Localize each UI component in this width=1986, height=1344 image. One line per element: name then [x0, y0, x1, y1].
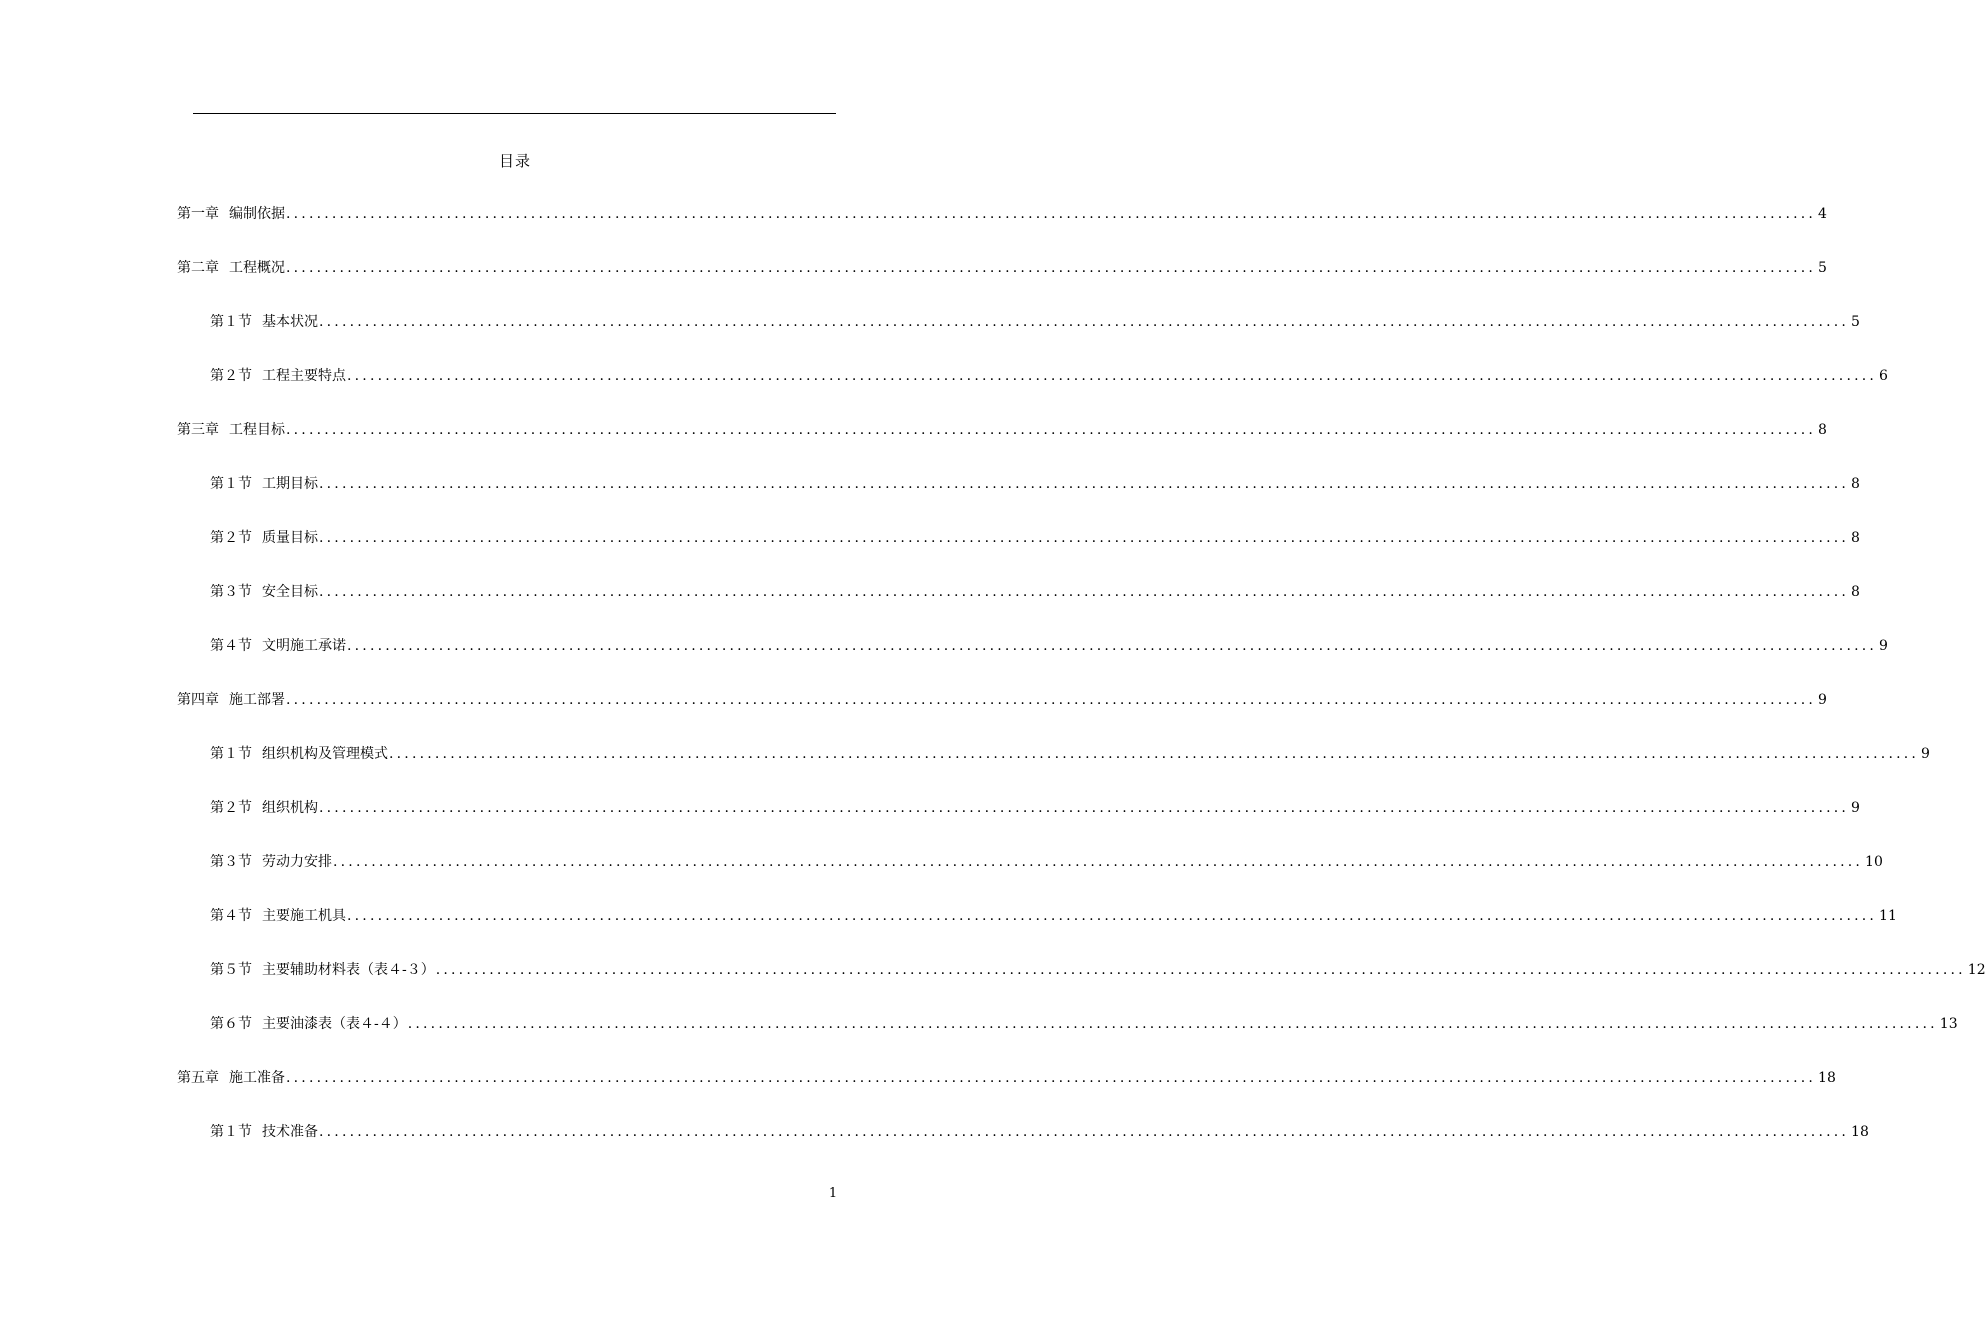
toc-dot-leader: ........................................................................................................................................................................................................	[347, 638, 1878, 654]
toc-entry-page: 9	[1921, 746, 1930, 762]
toc-entry-number: 第４节	[210, 638, 252, 654]
toc-entry-number: 第１节	[210, 1124, 252, 1140]
toc-section-entry[interactable]	[210, 959, 1986, 981]
toc-dot-leader: ........................................................................................................................................................................................................	[389, 746, 1920, 762]
toc-entry-page: 4	[1818, 206, 1827, 222]
toc-section-entry[interactable]	[210, 797, 1860, 819]
toc-entry-title: 工期目标	[262, 476, 318, 492]
toc-entry-title: 基本状况	[262, 314, 318, 330]
toc-entry-page: 8	[1851, 584, 1860, 600]
toc-entry-number: 第五章	[177, 1070, 219, 1086]
toc-entry-page: 9	[1879, 638, 1888, 654]
toc-entry-title: 安全目标	[262, 584, 318, 600]
toc-section-entry[interactable]	[210, 365, 1888, 387]
toc-entry-title: 文明施工承诺	[262, 638, 346, 654]
toc-chapter-entry[interactable]	[177, 1067, 1836, 1089]
toc-dot-leader: ........................................................................................................................................................................................................	[435, 962, 1966, 978]
toc-entry-title: 主要油漆表（表４-４）	[262, 1016, 407, 1032]
toc-dot-leader: ........................................................................................................................................................................................................	[286, 422, 1817, 438]
toc-entry-title: 编制依据	[229, 206, 285, 222]
toc-entry-number: 第一章	[177, 206, 219, 222]
toc-dot-leader: ........................................................................................................................................................................................................	[286, 206, 1817, 222]
toc-entry-page: 13	[1939, 1016, 1958, 1032]
page-number: 1	[828, 1186, 838, 1201]
toc-chapter-entry[interactable]	[177, 203, 1827, 225]
toc-entry-title: 技术准备	[262, 1124, 318, 1140]
toc-section-entry[interactable]	[210, 527, 1860, 549]
toc-dot-leader: ........................................................................................................................................................................................................	[286, 1070, 1817, 1086]
toc-entry-number: 第３节	[210, 854, 252, 870]
toc-entry-number: 第４节	[210, 908, 252, 924]
toc-entry-page: 8	[1851, 530, 1860, 546]
toc-dot-leader: ........................................................................................................................................................................................................	[319, 584, 1850, 600]
toc-entry-number: 第２节	[210, 800, 252, 816]
toc-chapter-entry[interactable]	[177, 419, 1827, 441]
toc-section-entry[interactable]	[210, 905, 1897, 927]
toc-entry-title: 劳动力安排	[262, 854, 332, 870]
toc-entry-page: 18	[1851, 1124, 1869, 1140]
toc-chapter-entry[interactable]	[177, 257, 1827, 279]
toc-entry-title: 施工部署	[229, 692, 285, 708]
toc-entry-page: 5	[1818, 260, 1827, 276]
toc-entry-number: 第２节	[210, 368, 252, 384]
toc-entry-page: 8	[1851, 476, 1860, 492]
toc-entry-page: 6	[1879, 368, 1888, 384]
toc-entry-page: 12	[1967, 962, 1986, 978]
toc-section-entry[interactable]	[210, 635, 1888, 657]
toc-entry-title: 施工准备	[229, 1070, 285, 1086]
toc-dot-leader: ........................................................................................................................................................................................................	[347, 908, 1878, 924]
toc-entry-page: 9	[1851, 800, 1860, 816]
toc-chapter-entry[interactable]	[177, 689, 1827, 711]
toc-entry-title: 主要施工机具	[262, 908, 346, 924]
toc-entry-page: 5	[1851, 314, 1860, 330]
toc-entry-title: 工程概况	[229, 260, 285, 276]
toc-entry-number: 第６节	[210, 1016, 252, 1032]
toc-section-entry[interactable]	[210, 311, 1860, 333]
toc-dot-leader: ........................................................................................................................................................................................................	[319, 314, 1850, 330]
toc-entry-number: 第３节	[210, 584, 252, 600]
toc-entry-number: 第５节	[210, 962, 252, 978]
toc-entry-page: 11	[1879, 908, 1897, 924]
toc-entry-number: 第三章	[177, 422, 219, 438]
toc-entry-title: 主要辅助材料表（表４-３）	[262, 962, 435, 978]
toc-section-entry[interactable]	[210, 1121, 1869, 1143]
toc-entry-number: 第１节	[210, 314, 252, 330]
toc-entry-number: 第１节	[210, 476, 252, 492]
toc-dot-leader: ........................................................................................................................................................................................................	[347, 368, 1878, 384]
toc-dot-leader: ........................................................................................................................................................................................................	[286, 692, 1817, 708]
toc-dot-leader: ........................................................................................................................................................................................................	[286, 260, 1817, 276]
toc-dot-leader: ........................................................................................................................................................................................................	[333, 854, 1864, 870]
toc-section-entry[interactable]	[210, 1013, 1958, 1035]
toc-entry-page: 8	[1818, 422, 1827, 438]
toc-dot-leader: ........................................................................................................................................................................................................	[407, 1016, 1938, 1032]
toc-section-entry[interactable]	[210, 581, 1860, 603]
toc-entry-number: 第２节	[210, 530, 252, 546]
toc-entry-title: 工程目标	[229, 422, 285, 438]
toc-dot-leader: ........................................................................................................................................................................................................	[319, 1124, 1850, 1140]
toc-dot-leader: ........................................................................................................................................................................................................	[319, 476, 1850, 492]
toc-dot-leader: ........................................................................................................................................................................................................	[319, 530, 1850, 546]
toc-entry-number: 第二章	[177, 260, 219, 276]
toc-entry-title: 组织机构及管理模式	[262, 746, 388, 762]
toc-section-entry[interactable]	[210, 743, 1930, 765]
toc-section-entry[interactable]	[210, 851, 1883, 873]
toc-entry-number: 第１节	[210, 746, 252, 762]
toc-entry-page: 18	[1818, 1070, 1836, 1086]
toc-entry-title: 组织机构	[262, 800, 318, 816]
toc-entry-page: 10	[1865, 854, 1883, 870]
toc-entry-page: 9	[1818, 692, 1827, 708]
toc-entry-title: 工程主要特点	[262, 368, 346, 384]
toc-entry-title: 质量目标	[262, 530, 318, 546]
toc-entry-number: 第四章	[177, 692, 219, 708]
toc-section-entry[interactable]	[210, 473, 1860, 495]
toc-title: 目录	[498, 152, 531, 170]
toc-dot-leader: ........................................................................................................................................................................................................	[319, 800, 1850, 816]
